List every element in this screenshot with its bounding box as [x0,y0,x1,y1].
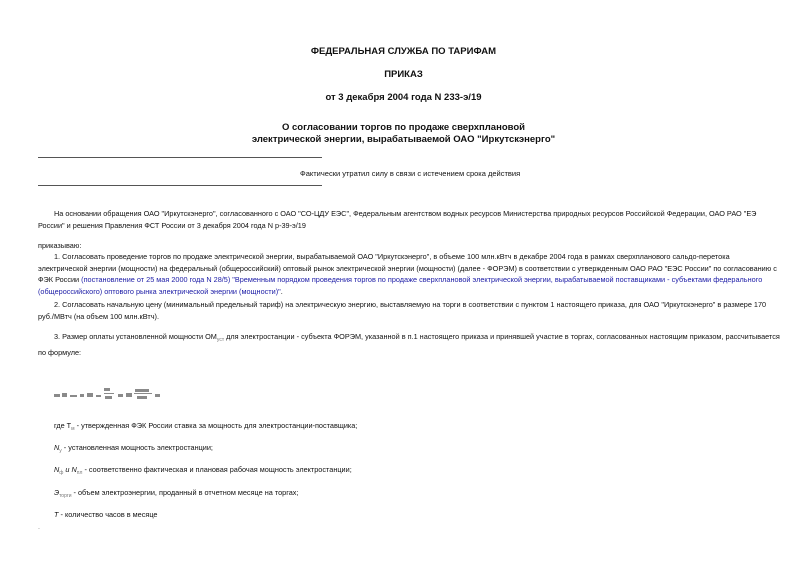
item-1-line-4 [38,286,768,298]
definition-installed-text: - установленная мощность электростанции; [61,443,213,452]
preamble-line-2: России" и решения Правления ФСТ России от 3 декабря 2004 года N р-39-э/19 [38,220,306,230]
definition-energy-symbol: Э [54,488,60,497]
divider-top [38,157,322,158]
item-1-line-1: 1. Согласовать проведение торгов по продаже электрической энергии, вырабатываемой ОАО "Иркутскэнерго", в объеме 100 млн.кВтч в декабре 2004 года в рамках сверхпланового сальдо-перетока [54,252,730,261]
definition-energy-text: - объем электроэнергии, проданный в отчетном месяце на торгах; [71,488,299,497]
item-1-line-2: электрической энергии (мощности) на федеральный (общероссийский) оптовый рынок электрической энергии (мощности) (далее - ФОРЭМ) в соответствии с утвержденным ОАО РАО "ЕЭС России" по согласованию с [38,263,777,273]
divider-bottom [38,185,322,186]
definition-hours-text: - количество часов в месяце [58,510,158,519]
preamble [38,208,768,231]
status-note: Фактически утратил силу в связи с истечением срока действия [300,169,521,178]
subscript-mark: уст [216,337,225,343]
agency-name: ФЕДЕРАЛЬНАЯ СЛУЖБА ПО ТАРИФАМ [310,46,497,57]
definition-working-symbol-1: N [54,465,60,474]
subscript-mark: ф [59,470,64,476]
preamble-line-1: На основании обращения ОАО "Иркутскэнерго", согласованного с ОАО "СО-ЦДУ ЕЭС", Федеральным агентством водных ресурсов Министерства природных ресурсов Российской Федерации, ОАО РАО "ЕЭ [54,209,757,218]
definition-hours [54,510,157,519]
subscript-mark: торги [59,493,72,499]
item-1-line-4-suffix: . [280,286,283,296]
definition-working-text: - соответственно фактическая и плановая рабочая мощность электростанции; [82,465,352,474]
definition-working-symbol-2: и N [63,465,77,474]
definition-hours-symbol: Т [54,510,59,519]
orders-label: приказываю: [38,241,82,250]
definition-installed-symbol: N [54,443,60,452]
item-1 [38,251,777,297]
item-3 [38,331,780,358]
item-2 [38,299,768,322]
document-title-line-1: О согласовании торгов по продаже сверхплановой [282,122,525,133]
definition-working-capacity [54,465,352,476]
formula-image [54,384,174,404]
item-3-line-1-a: 3. Размер оплаты установленной мощности ОМ [54,332,217,341]
document-title-line-2: электрической энергии, вырабатываемой ОАО "Иркутскэнерго" [251,134,556,145]
subscript-mark: м [71,426,75,432]
document-date: от 3 декабря 2004 года N 233-э/19 [325,92,482,103]
regulation-link-continued[interactable]: (общероссийского) оптового рынка электрической энергии (мощности)" [38,286,281,296]
item-2-line-1: 2. Согласовать начальную цену (минимальный предельный тариф) на электрическую энергию, выставляемую на торги в соответствии с пунктом 1 настоящего приказа, для ОАО "Иркутскэнерго" в размере 170 [54,300,767,309]
item-3-line-1 [38,331,780,347]
item-3-line-1-b: для электростанции - субъекта ФОРЭМ, указанной в п.1 настоящего приказа и принявшей участие в торгах, согласованных настоящим приказом, рассчитывается [224,332,780,341]
item-3-line-2: по формуле: [38,347,82,357]
item-1-line-3-prefix: ФЭК России [38,275,82,284]
definition-energy-volume [54,488,298,499]
subscript-mark: пл [76,470,83,476]
subscript-mark: у [59,448,62,454]
item-2-line-2: руб./МВтч (на объем 100 млн.кВтч). [38,311,159,321]
trailing-dot: . [38,524,40,531]
regulation-link[interactable]: (постановление от 25 мая 2000 года N 28/5) "Временным порядком проведения торгов по продаже сверхплановой электрической энергии, вырабатываемой поставщиками - субъектами федерального [81,275,763,284]
item-1-line-3 [38,274,768,286]
definition-tariff-text: - утвержденная ФЭК России ставка за мощность для электростанции-поставщика; [74,421,358,430]
document-type: ПРИКАЗ [384,69,423,80]
definition-installed-capacity [54,443,213,454]
definition-tariff [54,421,357,432]
definition-tariff-symbol: где Т [54,421,72,430]
